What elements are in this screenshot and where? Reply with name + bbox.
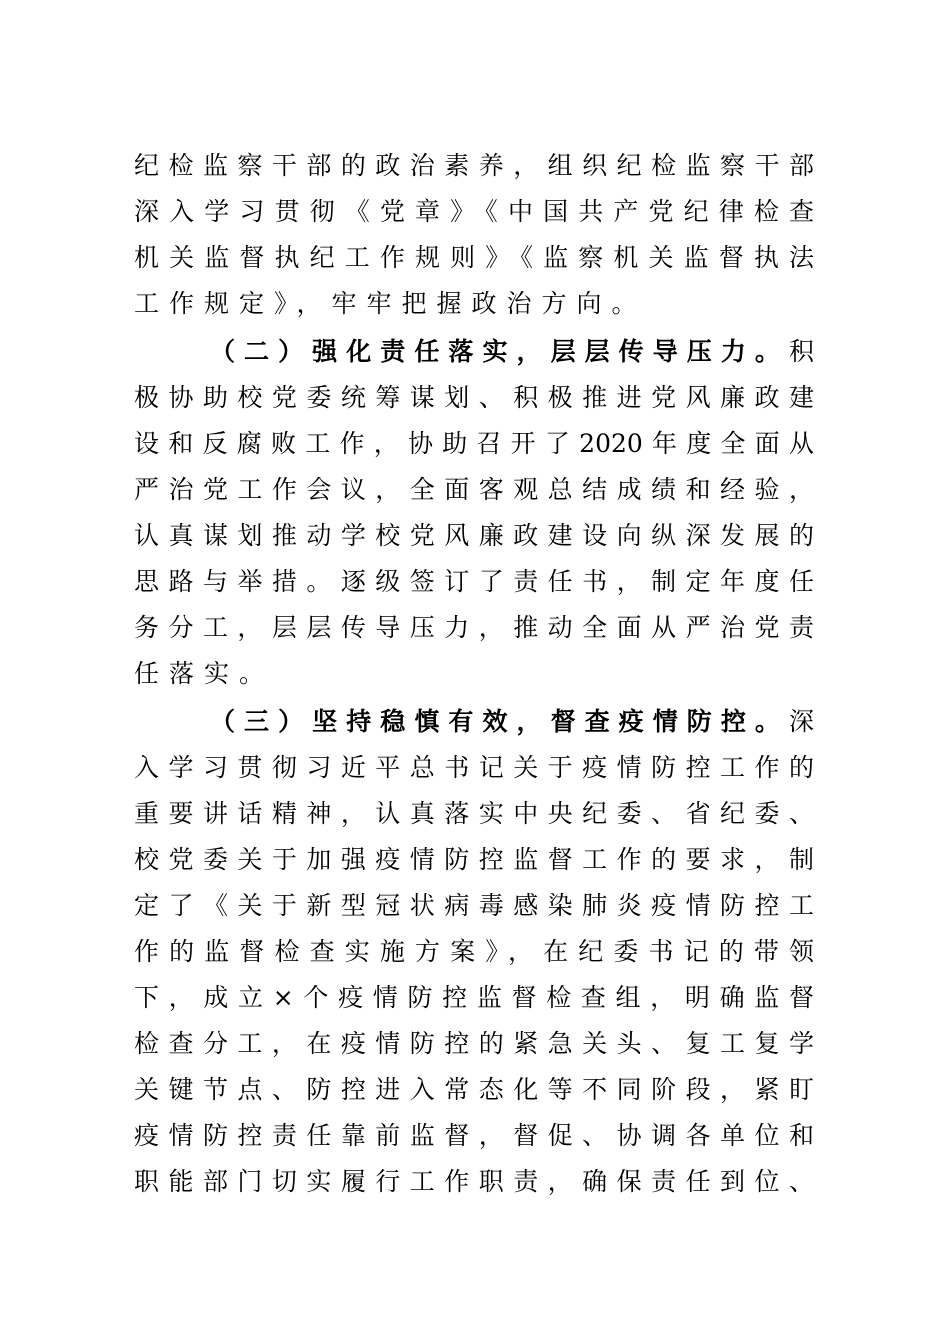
paragraph-line: 关键节点、防控进入常态化等不同阶段，紧盯 (134, 1075, 814, 1104)
paragraph-line: 机关监督执纪工作规则》《监察机关监督执法 (134, 243, 814, 272)
heading-trailing-text: 积 (788, 337, 814, 366)
paragraph-line: 作的监督检查实施方案》，在纪委书记的带领 (134, 937, 814, 966)
paragraph-line: 设和反腐败工作，协助召开了2020年度全面从 (134, 429, 814, 458)
paragraph-line: 入学习贯彻习近平总书记关于疫情防控工作的 (134, 753, 814, 782)
paragraph-line: 重要讲话精神，认真落实中央纪委、省纪委、 (134, 799, 814, 828)
paragraph-line: 纪检监察干部的政治素养，组织纪检监察干部 (134, 151, 814, 180)
paragraph-line: 工作规定》，牢牢把握政治方向。 (134, 289, 647, 318)
paragraph-line: 定了《关于新型冠状病毒感染肺炎疫情防控工 (134, 891, 814, 920)
paragraph-line: 职能部门切实履行工作职责，确保责任到位、 (134, 1167, 814, 1196)
paragraph-line: 深入学习贯彻《党章》《中国共产党纪律检查 (134, 197, 814, 226)
paragraph-line: 极协助校党委统筹谋划、积极推进党风廉政建 (134, 383, 814, 412)
paragraph-line: 检查分工，在疫情防控的紧急关头、复工复学 (134, 1029, 814, 1058)
section-heading: （三）坚持稳慎有效，督查疫情防控。 (210, 707, 789, 736)
paragraph-line: 校党委关于加强疫情防控监督工作的要求，制 (134, 845, 814, 874)
section-heading-line (210, 702, 814, 742)
heading-trailing-text: 深 (788, 707, 814, 736)
paragraph-line: 任落实。 (134, 659, 275, 688)
paragraph-line: 务分工，层层传导压力，推动全面从严治党责 (134, 613, 814, 642)
section-heading: （二）强化责任落实，层层传导压力。 (210, 337, 789, 366)
paragraph-line: 疫情防控责任靠前监督，督促、协调各单位和 (134, 1121, 814, 1150)
paragraph-line: 思路与举措。逐级签订了责任书，制定年度任 (134, 567, 814, 596)
paragraph-line: 严治党工作会议，全面客观总结成绩和经验， (134, 475, 814, 504)
paragraph-line: 认真谋划推动学校党风廉政建设向纵深发展的 (134, 521, 814, 550)
section-heading-line (210, 332, 814, 372)
paragraph-line: 下，成立×个疫情防控监督检查组，明确监督 (134, 983, 814, 1012)
